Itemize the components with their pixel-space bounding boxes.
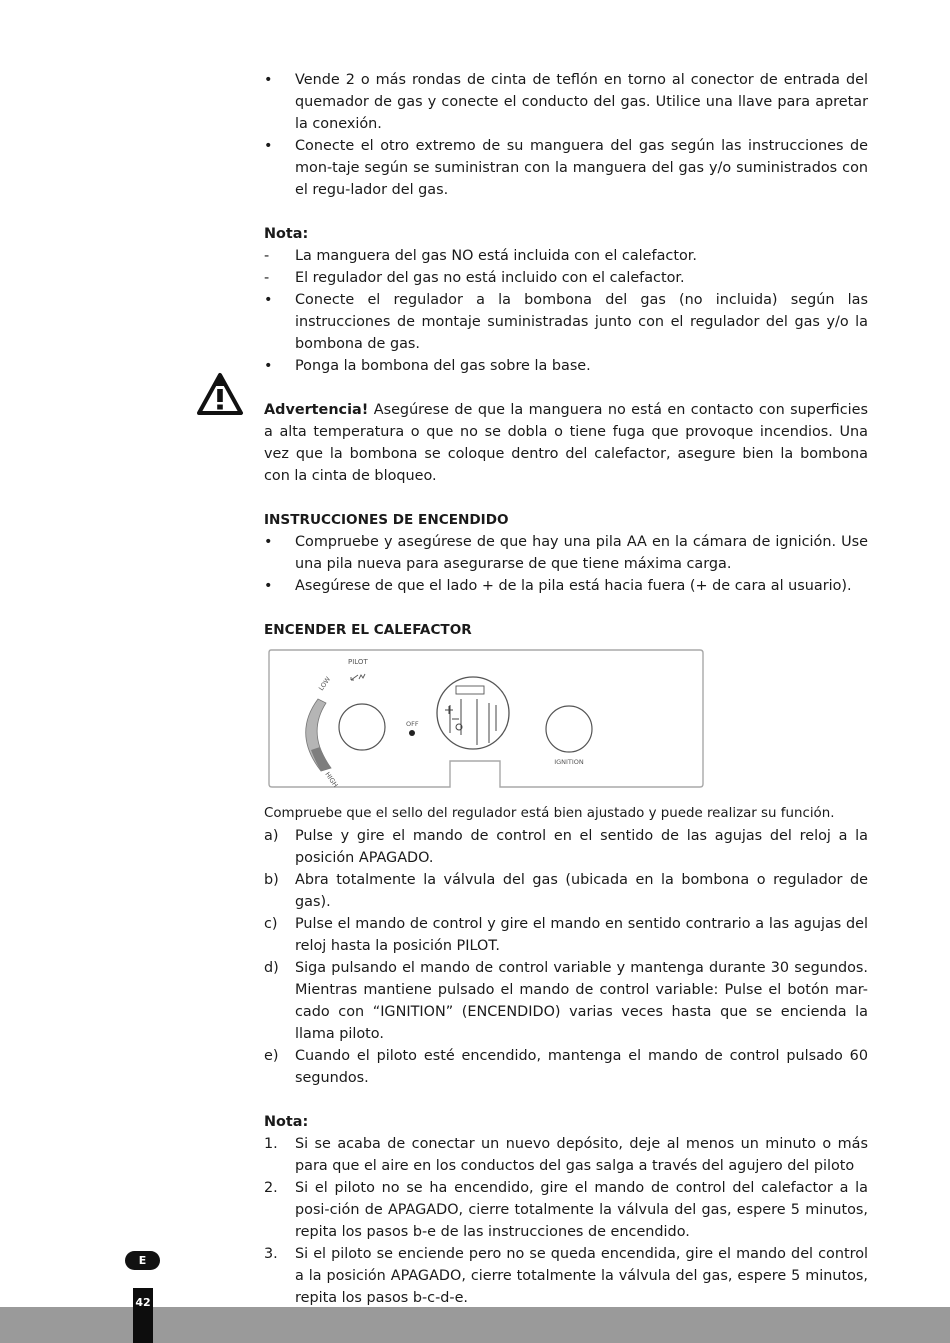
numbered-item: [264, 1177, 868, 1243]
bullet-marker: •: [264, 578, 273, 594]
page-content: [264, 69, 868, 1309]
step-text: Pulse y gire el mando de control en el sentido de las agujas del reloj a la posición APAGADO.: [295, 828, 868, 866]
step-text: Abra totalmente la válvula del gas (ubicada en la bombona o regulador de gas).: [295, 872, 868, 910]
numbered-item-text: Si el piloto no se ha encendido, gire el mando de control del calefactor a la posi-ción de APAGADO, cierre totalmente la válvula del gas, espere 5 minutos, repita los pasos b-e de las instrucciones de encendido.: [295, 1180, 868, 1240]
list-item-text: Conecte el otro extremo de su manguera del gas según las instrucciones de mon-taje según se suministran con la manguera del gas y/o suministrados con el regu-lador del gas.: [295, 138, 868, 198]
intro-bullets: [264, 69, 868, 201]
list-item-text: Vende 2 o más rondas de cinta de teflón en torno al conector de entrada del quemador de gas y conecte el conducto del gas. Utilice una llave para apretar la conexión.: [295, 72, 868, 132]
language-badge: E: [125, 1251, 160, 1270]
list-item: [264, 135, 868, 201]
step-text: Pulse el mando de control y gire el mando en sentido contrario a las agujas del reloj hasta la posición PILOT.: [295, 916, 868, 954]
step-text: Siga pulsando el mando de control variable y mantenga durante 30 segundos. Mientras mantiene pulsado el mando de control variable: Pulse el botón mar-cado con “IGNITION” (ENCENDIDO) varias veces hasta que se encienda la llama piloto.: [295, 960, 868, 1042]
numbered-item: [264, 1133, 868, 1177]
ignition-chamber: [437, 677, 509, 749]
numbered-item-text: Si el piloto se enciende pero no se queda encendida, gire el mando del control a la posición APAGADO, cierre totalmente la válvula del gas, espere 5 minutos, repita los pasos b-c-d-e.: [295, 1246, 868, 1306]
list-item: [264, 245, 868, 267]
number-marker: 1.: [264, 1136, 278, 1152]
dash-marker: -: [264, 248, 270, 264]
dash-marker: -: [264, 270, 270, 286]
page-number-tab: [133, 1288, 153, 1343]
step-text: Cuando el piloto esté encendido, mantenga el mando de control pulsado 60 segundos.: [295, 1048, 868, 1086]
number-marker: 3.: [264, 1246, 278, 1262]
nota-numbered-list: [264, 1133, 868, 1309]
numbered-item: [264, 1243, 868, 1309]
ignition-button: [546, 706, 592, 752]
list-item-text: Conecte el regulador a la bombona del gas (no incluida) según las instrucciones de montaje suministradas junto con el regulador del gas y/o la bombona de gas.: [295, 292, 868, 352]
bullet-marker: •: [264, 358, 273, 374]
step-item: [264, 1045, 868, 1089]
list-item-text: Asegúrese de que el lado + de la pila está hacia fuera (+ de cara al usuario).: [295, 578, 852, 594]
bullet-marker: •: [264, 534, 273, 550]
nota-heading: Nota:: [264, 1114, 309, 1130]
step-item: [264, 869, 868, 913]
step-item: [264, 825, 868, 869]
nota-heading: Nota:: [264, 226, 309, 242]
list-item: [264, 267, 868, 289]
numbered-item-text: Si se acaba de conectar un nuevo depósito, deje al menos un minuto o más para que el aire en los conductos del gas salga a través del agujero del piloto: [295, 1136, 868, 1174]
step-marker: c): [264, 916, 278, 932]
off-indicator-dot: [409, 730, 415, 736]
high-label: HIGH: [323, 770, 340, 789]
step-marker: e): [264, 1048, 279, 1064]
list-item-text: Ponga la bombona del gas sobre la base.: [295, 358, 591, 374]
steps-list: [264, 825, 868, 1089]
step-marker: d): [264, 960, 279, 976]
list-item: [264, 289, 868, 355]
step-marker: a): [264, 828, 279, 844]
instrucciones-list: [264, 531, 868, 597]
warning-paragraph: [264, 399, 868, 487]
nota-list: [264, 245, 868, 377]
list-item: [264, 575, 868, 597]
page-number: 42: [135, 1296, 151, 1309]
list-item-text: El regulador del gas no está incluido con el calefactor.: [295, 270, 685, 286]
number-marker: 2.: [264, 1180, 278, 1196]
section-heading-encender: ENCENDER EL CALEFACTOR: [264, 622, 472, 638]
section-heading-instrucciones: INSTRUCCIONES DE ENCENDIDO: [264, 512, 509, 528]
bullet-marker: •: [264, 292, 273, 308]
step-item: [264, 957, 868, 1045]
pilot-label: PILOT: [348, 658, 368, 666]
list-item-text: Compruebe y asegúrese de que hay una pila AA en la cámara de ignición. Use una pila nueva para asegurarse de que tiene máxima carga.: [295, 534, 868, 572]
step-marker: b): [264, 872, 279, 888]
off-label: OFF: [406, 720, 419, 728]
list-item: [264, 69, 868, 135]
warning-triangle-icon: [196, 372, 244, 416]
warning-label: Advertencia!: [264, 402, 369, 418]
control-panel-diagram: [266, 647, 706, 793]
list-item-text: La manguera del gas NO está incluida con el calefactor.: [295, 248, 697, 264]
bullet-marker: •: [264, 72, 273, 88]
warning-text: Asegúrese de que la manguera no está en contacto con superficies a alta temperatura o que no se dobla o tiene fuga que provoque incendios. Una vez que la bombona se coloque dentro del calefactor, asegure bien la bombona con la cinta de bloqueo.: [264, 402, 868, 484]
list-item: [264, 531, 868, 575]
control-knob: [339, 704, 385, 750]
low-label: LOW: [317, 675, 333, 693]
step-item: [264, 913, 868, 957]
list-item: [264, 355, 868, 377]
diagram-caption: Compruebe que el sello del regulador está bien ajustado y puede realizar su función.: [264, 806, 835, 821]
bullet-marker: •: [264, 138, 273, 154]
ignition-label: IGNITION: [554, 758, 584, 766]
